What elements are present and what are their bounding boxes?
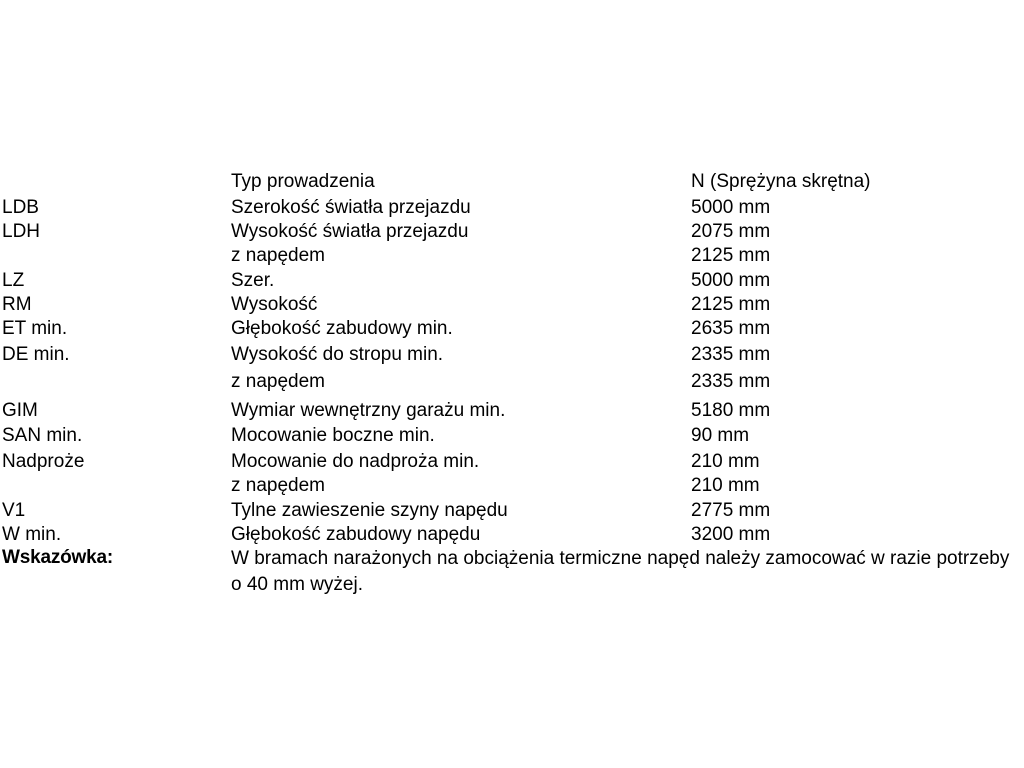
row-description: Wymiar wewnętrzny garażu min. (231, 400, 506, 421)
row-description: z napędem (231, 245, 326, 266)
row-description: Mocowanie boczne min. (231, 425, 435, 446)
row-value: 5180 mm (691, 400, 771, 421)
row-value: 2335 mm (691, 344, 771, 365)
row-description: Mocowanie do nadproża min. (231, 451, 480, 472)
row-value: 90 mm (691, 425, 750, 446)
row-description: Szerokość światła przejazdu (231, 197, 471, 218)
row-code: RM (2, 294, 32, 315)
header-col-guide-type: Typ prowadzenia (231, 171, 375, 192)
note-text: W bramach narażonych na obciążenia termiczne napęd należy zamocować w razie potrzeby o 40 mm wyżej. (231, 548, 1010, 595)
row-description: Tylne zawieszenie szyny napędu (231, 500, 508, 521)
row-code: GIM (2, 400, 38, 421)
row-value: 3200 mm (691, 524, 771, 545)
row-value: 5000 mm (691, 197, 771, 218)
row-value: 210 mm (691, 451, 760, 472)
row-code: ET min. (2, 318, 68, 339)
row-value: 210 mm (691, 475, 760, 496)
row-value: 2775 mm (691, 500, 771, 521)
row-description: Głębokość zabudowy napędu (231, 524, 481, 545)
row-code: SAN min. (2, 425, 83, 446)
row-description: Wysokość światła przejazdu (231, 221, 469, 242)
row-code: DE min. (2, 344, 70, 365)
note-label: Wskazówka: (2, 547, 113, 568)
header-col-spring-type: N (Sprężyna skrętna) (691, 171, 871, 192)
row-value: 2635 mm (691, 318, 771, 339)
row-value: 2125 mm (691, 245, 771, 266)
row-code: V1 (2, 500, 26, 521)
row-code: LZ (2, 270, 25, 291)
row-description: Szer. (231, 270, 275, 291)
row-value: 2075 mm (691, 221, 771, 242)
row-code: LDH (2, 221, 41, 242)
row-code: LDB (2, 197, 39, 218)
row-description: z napędem (231, 475, 326, 496)
row-description: z napędem (231, 371, 326, 392)
row-value: 5000 mm (691, 270, 771, 291)
row-code: Nadproże (2, 451, 85, 472)
row-value: 2335 mm (691, 371, 771, 392)
row-description: Głębokość zabudowy min. (231, 318, 453, 339)
row-code: W min. (2, 524, 62, 545)
row-description: Wysokość do stropu min. (231, 344, 444, 365)
row-description: Wysokość (231, 294, 318, 315)
row-value: 2125 mm (691, 294, 771, 315)
